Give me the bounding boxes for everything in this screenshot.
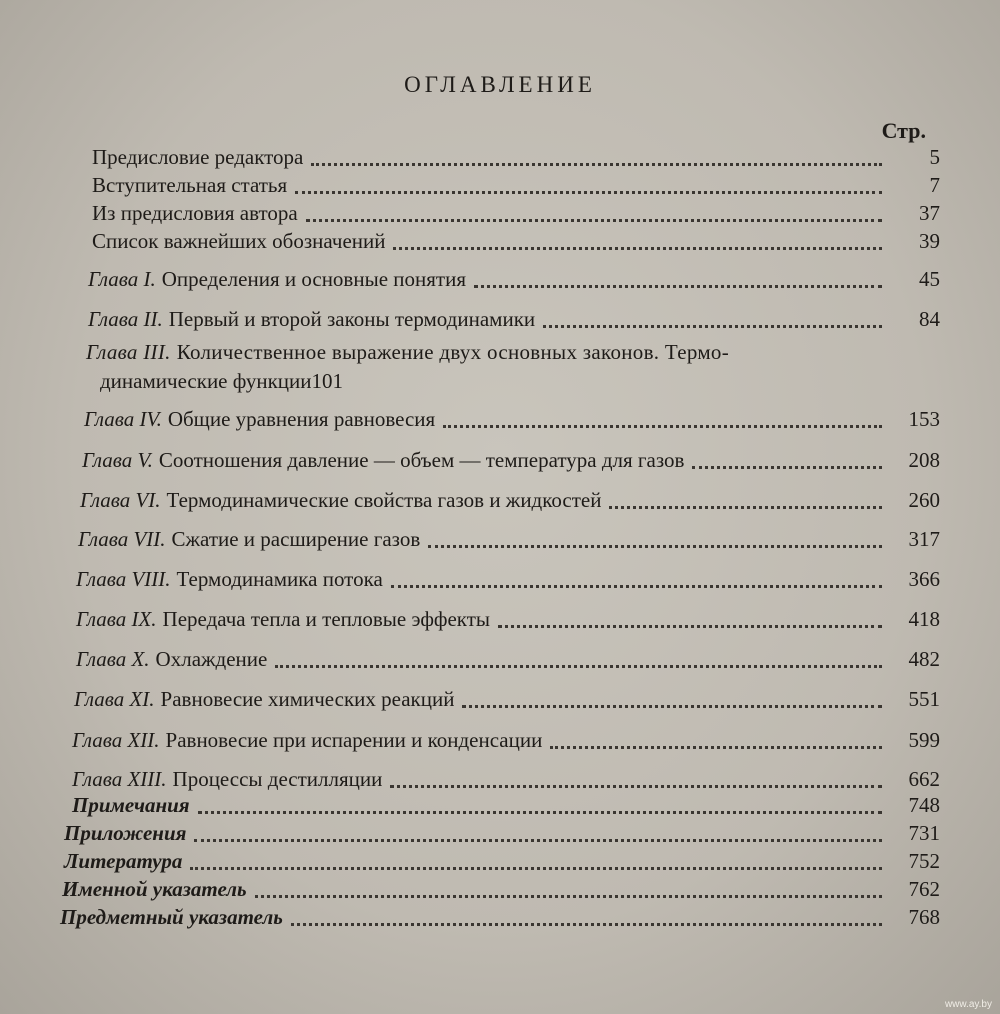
dot-leader [255,895,882,898]
dot-leader [194,839,882,842]
toc-page: 551 [908,687,940,711]
toc-page: 752 [908,849,940,873]
toc-label: Охлаждение [155,647,268,671]
chapter-prefix: Глава VII. [78,527,166,551]
toc-page: 768 [908,905,940,929]
chapter-prefix: Глава XIII. [72,767,167,791]
dot-leader [198,811,882,814]
toc-label: Примечания [72,793,190,817]
toc-row [60,900,940,930]
chapter-prefix: Глава III. [86,340,171,364]
toc-label: Вступительная статья [92,173,288,197]
toc-row [60,196,940,226]
dot-leader [550,746,882,749]
toc-row-first-line [86,340,729,365]
toc-page: 748 [908,793,940,817]
dot-leader [391,585,882,588]
dot-leader [291,923,882,926]
toc-page: 208 [908,448,940,472]
toc-label-continuation: динамические функции [100,369,312,393]
toc-row [60,522,940,552]
page-column-header: Стр. [881,118,926,143]
toc-row-continuation [100,364,940,394]
chapter-prefix: Глава V. [82,448,153,472]
toc-page: 317 [908,527,940,551]
chapter-prefix: Глава VIII. [76,567,171,591]
toc-row [60,168,940,198]
toc-label: Предисловие редактора [92,145,304,169]
toc-label: Именной указатель [62,877,247,901]
toc-page: 366 [908,567,940,591]
dot-leader [306,219,882,222]
toc-label: Количественное выражение двух основных законов. Термо- [176,340,730,364]
toc-label: Термодинамические свойства газов и жидкостей [166,488,602,512]
dot-leader [428,545,882,548]
toc-label: Процессы дестилляции [172,767,383,791]
toc-row [60,788,940,818]
toc-page: 762 [908,877,940,901]
toc-row [60,140,940,170]
toc-label: Определения и основные понятия [161,267,466,291]
toc-label: Из предисловия автора [92,201,298,225]
chapter-prefix: Глава IV. [84,407,162,431]
chapter-prefix: Глава IX. [76,607,157,631]
toc-label: Передача тепла и тепловые эффекты [162,607,490,631]
page-title: ОГЛАВЛЕНИЕ [404,72,596,97]
toc-page: 418 [908,607,940,631]
toc-page: 84 [919,307,940,331]
dot-leader [474,285,882,288]
toc-page: 731 [908,821,940,845]
toc-label: Сжатие и расширение газов [171,527,421,551]
toc-label: Равновесие при испарении и конденсации [165,728,543,752]
toc-page: 45 [919,267,940,291]
dot-leader [609,506,882,509]
toc-label: Первый и второй законы термодинамики [168,307,536,331]
toc-row [60,816,940,846]
toc-label: Приложения [64,821,187,845]
toc-label: Равновесие химических реакций [160,687,455,711]
toc-page: 39 [919,229,940,253]
toc-row [60,224,940,254]
toc-row [60,642,940,672]
toc-page: 662 [908,767,940,791]
toc-row [60,443,940,473]
toc-label: Общие уравнения равновесия [167,407,436,431]
toc-page: 101 [311,369,343,393]
toc-page: 599 [908,728,940,752]
dot-leader [393,247,882,250]
dot-leader [692,466,882,469]
dot-leader [498,625,882,628]
dot-leader [543,325,882,328]
toc-page: 260 [908,488,940,512]
toc-row [60,682,940,712]
toc-row [60,602,940,632]
toc-page: 482 [908,647,940,671]
toc-row [60,872,940,902]
dot-leader [275,665,882,668]
toc-label: Термодинамика потока [176,567,383,591]
chapter-prefix: Глава X. [76,647,150,671]
toc-label: Соотношения давление — объем — температура для газов [158,448,685,472]
toc-row [60,562,940,592]
chapter-prefix: Глава VI. [80,488,161,512]
chapter-prefix: Глава XI. [74,687,155,711]
dot-leader [462,705,882,708]
toc-row [60,483,940,513]
toc-label: Список важнейших обозначений [92,229,386,253]
toc-row [60,723,940,753]
dot-leader [443,425,882,428]
chapter-prefix: Глава I. [88,267,156,291]
toc-page: 5 [929,145,940,169]
toc-row [60,844,940,874]
toc-row [60,262,940,292]
toc-page: 153 [908,407,940,431]
toc-page: 7 [929,173,940,197]
dot-leader [311,163,882,166]
chapter-prefix: Глава XII. [72,728,160,752]
toc-page: 37 [919,201,940,225]
toc-label: Предметный указатель [60,905,283,929]
dot-leader [190,867,882,870]
watermark: www.ay.by [944,999,992,1010]
toc-row [60,402,940,432]
chapter-prefix: Глава II. [88,307,163,331]
dot-leader [295,191,882,194]
toc-row [60,302,940,332]
toc-label: Литература [64,849,183,873]
